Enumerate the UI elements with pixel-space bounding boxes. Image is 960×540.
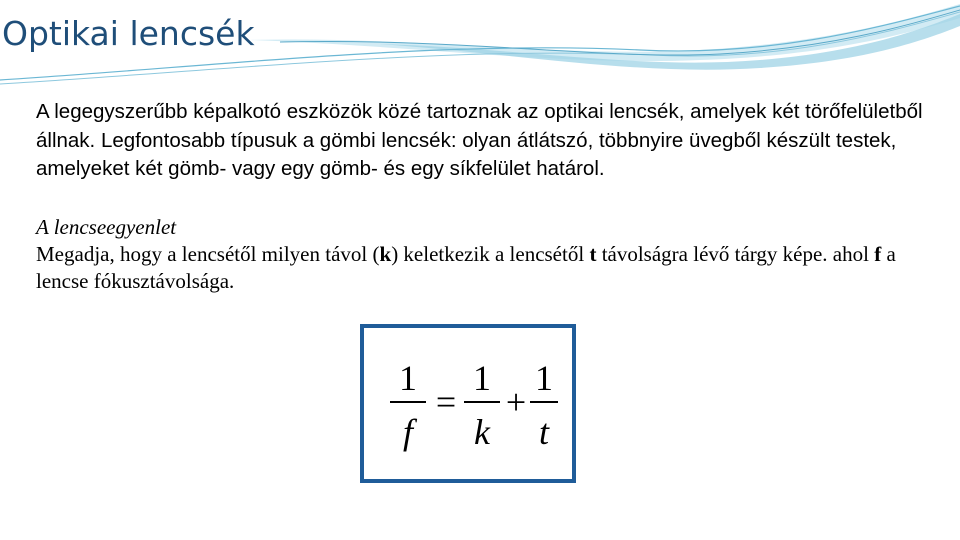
denominator-2: k: [474, 412, 490, 452]
desc-part-1: Megadja, hogy a lencsétől milyen távol (: [36, 242, 380, 266]
equals-sign: =: [435, 382, 457, 422]
numerator-2: 1: [473, 358, 491, 398]
section-subtitle: A lencseegyenlet: [36, 215, 177, 239]
section-description: [36, 241, 936, 295]
numerator-3: 1: [535, 358, 553, 398]
formula-box: [360, 324, 576, 483]
var-t: t: [589, 242, 597, 266]
numerator-1: 1: [399, 358, 417, 398]
desc-part-4: a lencse fókusztávolsága.: [36, 242, 896, 293]
desc-part-2: ) keletkezik a lencsétől: [391, 242, 590, 266]
denominator-3: t: [538, 412, 550, 452]
var-f: f: [874, 242, 882, 266]
denominator-1: f: [402, 412, 414, 452]
plus-sign: +: [505, 382, 527, 422]
lens-formula: [364, 328, 572, 479]
intro-paragraph: A legegyszerűbb képalkotó eszközök közé tartoznak az optikai lencsék, amelyek két törőfelületből állnak. Legfontosabb típusuk a gömbi lencsék: olyan átlátszó, többnyire üvegből készült testek, amelyeket két gömb- vagy egy gömb- és egy síkfelület határol.: [36, 100, 923, 180]
lens-equation-section: [36, 214, 936, 295]
desc-part-3: távolságra lévő tárgy képe. ahol: [596, 242, 875, 266]
slide-title: Optikai lencsék: [2, 14, 255, 53]
var-k: k: [379, 242, 392, 266]
